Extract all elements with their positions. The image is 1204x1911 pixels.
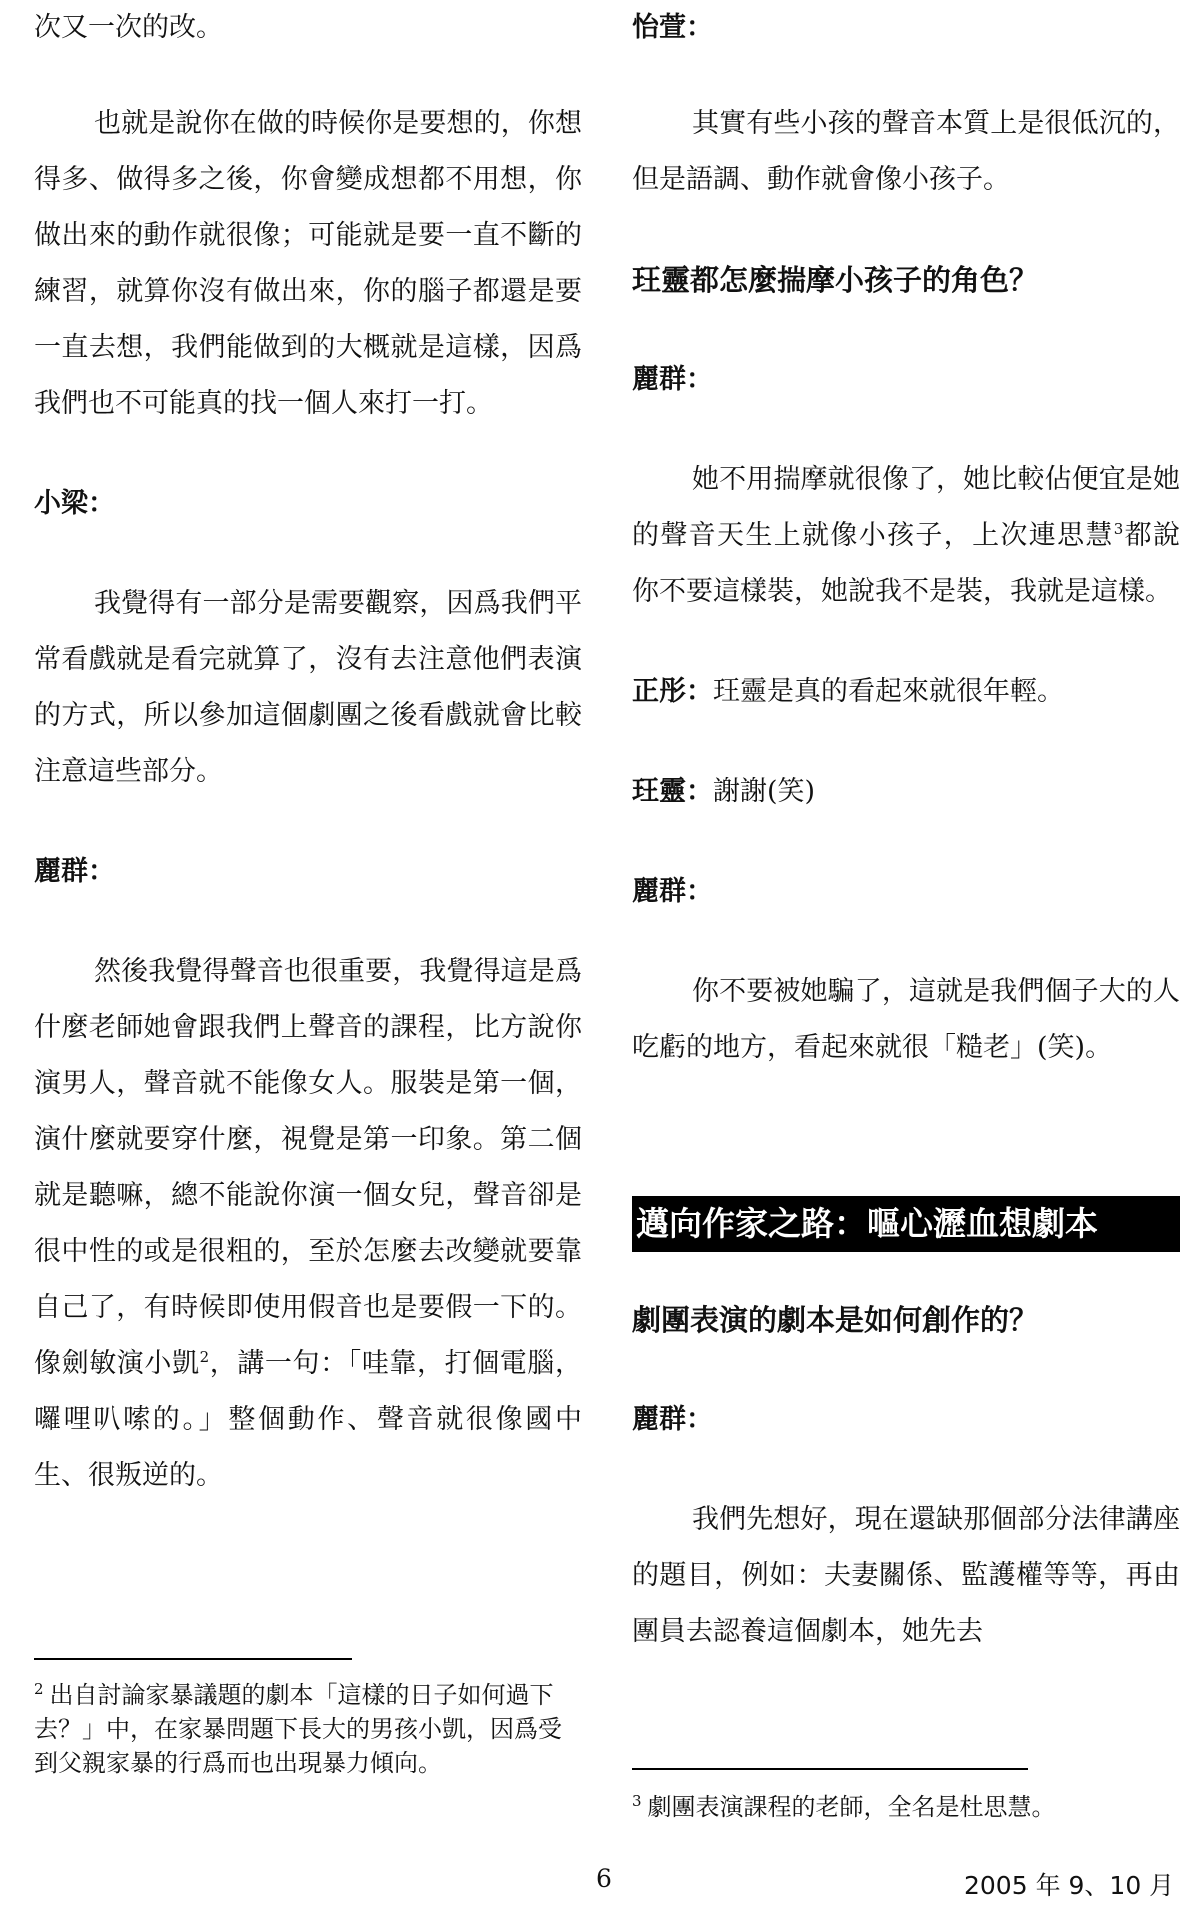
right-column — [632, 0, 1180, 1660]
speaker-label: 怡萱： — [632, 12, 713, 43]
footnote-2 — [34, 1678, 582, 1780]
footnote-text: 出自討論家暴議題的劇本「這樣的日子如何過下去？」中，在家暴問題下長大的男孩小凱，因爲受到父親家暴的行爲而也出現暴力傾向。 — [34, 1681, 562, 1777]
paragraph-practice: 也就是說你在做的時候你是要想的，你想得多、做得多之後，你會變成想都不用想，你做出來的動作就很像；可能就是要一直不斷的練習，就算你沒有做出來，你的腦子都還是要一直去想，我們能做到的大概就是這樣，因爲我們也不可能真的找一個人來打一打。 — [34, 108, 582, 419]
footnote-3 — [632, 1790, 1180, 1824]
paragraph-script-creation: 我們先想好，現在還缺那個部分法律講座的題目，例如：夫妻關係、監護權等等，再由團員去認養這個劇本，她先去 — [632, 1504, 1180, 1647]
left-column — [34, 0, 582, 1504]
paragraph-low-voice: 其實有些小孩的聲音本質上是很低沉的，但是語調、動作就會像小孩子。 — [632, 108, 1180, 195]
paragraph-text: 她不用揣摩就很像了，她比較佔便宜是她的聲音天生上就像小孩子，上次連思慧 — [632, 464, 1180, 551]
paragraph-voice — [34, 944, 582, 1504]
footnote-number: 2 — [34, 1680, 44, 1698]
footnote-reference: 2 — [199, 1348, 210, 1366]
dialogue-line — [632, 764, 1180, 820]
speaker-label: 麗群： — [34, 856, 115, 887]
paragraph-looks-older: 你不要被她騙了，這就是我們個子大的人吃虧的地方，看起來就很「糙老」(笑)。 — [632, 976, 1180, 1063]
footnote-divider — [34, 1658, 352, 1660]
speaker-label: 小梁： — [34, 488, 115, 519]
paragraph-continued: 次又一次的改。 — [34, 12, 223, 43]
paragraph-text: ，講一句：「哇靠，打個電腦，囉哩叭嗦的。」整個動作、聲音就很像國中生、很叛逆的。 — [34, 1348, 583, 1491]
footnote-text: 劇團表演課程的老師，全名是杜思慧。 — [647, 1793, 1056, 1821]
dialogue-text: 玨靈是真的看起來就很年輕。 — [713, 676, 1064, 707]
speaker-label: 麗群： — [632, 1404, 713, 1435]
speaker-label: 玨靈： — [632, 776, 713, 807]
paragraph-text: 然後我覺得聲音也很重要，我覺得這是爲什麼老師她會跟我們上聲音的課程，比方說你演男人，聲音就不能像女人。服裝是第一個，演什麼就要穿什麼，視覺是第一印象。第二個就是聽嘛，總不能說你演一個女兒，聲音卻是很中性的或是很粗的，至於怎麼去改變就要靠自己了，有時候即使用假音也是要假一下的。像劍敏演小凱 — [34, 956, 582, 1379]
paragraph-observation: 我覺得有一部分是需要觀察，因爲我們平常看戲就是看完就算了，沒有去注意他們表演的方式，所以參加這個劇團之後看戲就會比較注意這些部分。 — [34, 588, 582, 787]
dialogue-text: 謝謝(笑) — [713, 776, 816, 807]
issue-date: 2005 年 9、10 月 — [964, 1871, 1175, 1900]
paragraph-childlike-voice — [632, 452, 1180, 620]
speaker-label: 麗群： — [632, 364, 713, 395]
paragraph-text: 都說你不要這樣裝，她說我不是裝，我就是這樣。 — [632, 520, 1181, 607]
question-heading: 劇團表演的劇本是如何創作的？ — [632, 1303, 1039, 1337]
question-heading: 玨靈都怎麼揣摩小孩子的角色？ — [632, 263, 1039, 297]
speaker-label: 正彤： — [632, 676, 713, 707]
footnote-number: 3 — [632, 1792, 642, 1810]
page-number: 6 — [596, 1864, 612, 1893]
dialogue-line — [632, 664, 1180, 720]
footnote-reference: 3 — [1113, 520, 1124, 538]
section-title-bar: 邁向作家之路：嘔心瀝血想劇本 — [632, 1196, 1180, 1252]
footnote-divider — [632, 1768, 1028, 1770]
speaker-label: 麗群： — [632, 876, 713, 907]
